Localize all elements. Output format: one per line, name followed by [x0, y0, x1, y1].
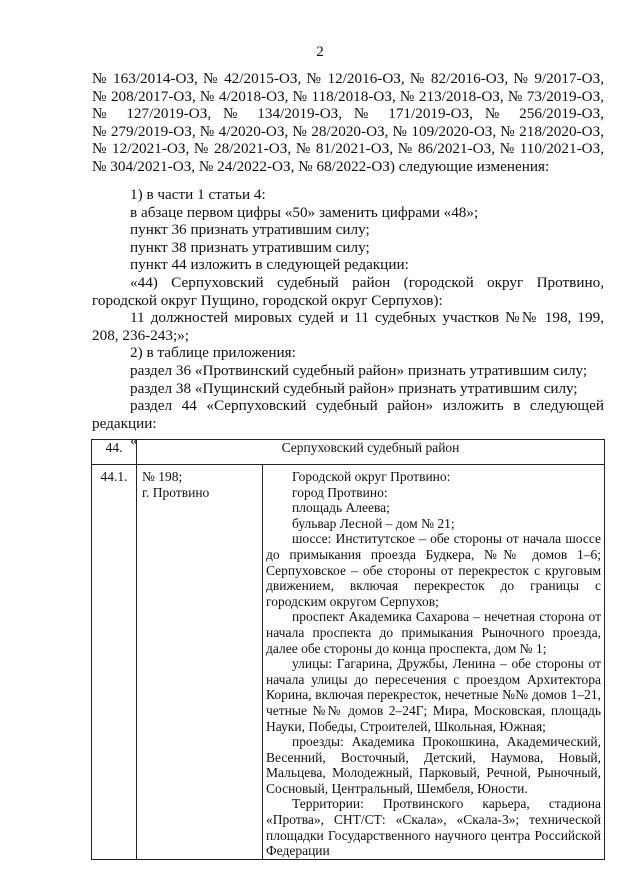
intro-line: № 163/2014-ОЗ, № 42/2015-ОЗ, № 12/2016-ОЗ, № 82/2016-ОЗ, № 9/2017-ОЗ,	[92, 70, 604, 87]
desc-paragraph: проезды: Академика Прокошкина, Академический, Весенний, Восточный, Детский, Наумова, Новый, Мальцева, Молодежный, Парковый, Речной, Рыночный, Сосновый, Центральный, Шембеля, Юности.	[266, 734, 601, 796]
amendment-quote-44-positions: 11 должностей мировых судей и 11 судебных участков №№ 198, 199, 208, 236-243;»;	[92, 309, 604, 344]
intro-line: № 208/2017-ОЗ, № 4/2018-ОЗ, № 118/2018-ОЗ, № 213/2018-ОЗ, № 73/2019-ОЗ,	[92, 87, 604, 105]
header-district-title: Серпуховский судебный район	[137, 440, 605, 465]
plot-city: г. Протвино	[142, 484, 210, 500]
amendment-item: пункт 36 признать утратившим силу;	[130, 221, 370, 239]
header-number: 44.	[92, 440, 137, 465]
intro-line: № 279/2019-ОЗ, № 4/2020-ОЗ, № 28/2020-ОЗ, № 109/2020-ОЗ, № 218/2020-ОЗ,	[92, 122, 604, 140]
desc-paragraph: проспект Академика Сахарова – нечетная сторона от начала проспекта до примыкания Рыночного проезда, далее обе стороны до конца проспекта, дом № 1;	[266, 609, 601, 656]
page-number: 2	[316, 44, 324, 60]
table-header-row	[92, 440, 605, 465]
desc-paragraph: шоссе: Институтское – обе стороны от начала шоссе до примыкания проезда Будкера, №№ домов 1–6; Серпуховское – обе стороны от перекресток с круговым движением, включая перекресток до границы с городским округом Серпухов;	[266, 531, 601, 609]
intro-line: № 127/2019-ОЗ, № 134/2019-ОЗ, № 171/2019-ОЗ, № 256/2019-ОЗ,	[92, 105, 604, 123]
row-plot	[137, 465, 263, 860]
amendment-item: раздел 36 «Протвинский судебный район» признать утратившим силу;	[130, 361, 588, 379]
amendment-item: пункт 44 изложить в следующей редакции:	[130, 256, 409, 274]
desc-paragraph: Территории: Протвинского карьера, стадиона «Протва», СНТ/СТ: «Скала», «Скала-3»; технической площадки Государственного научного центра Российской Федерации	[266, 796, 601, 859]
row-number: 44.1.	[92, 465, 137, 860]
intro-paragraph	[92, 70, 604, 176]
amendment-item: раздел 38 «Пущинский судебный район» признать утратившим силу;	[130, 379, 578, 397]
amendment-part-1: 1) в части 1 статьи 4:	[130, 186, 266, 203]
desc-line: площадь Алеева;	[292, 500, 390, 516]
desc-line: бульвар Лесной – дом № 21;	[292, 515, 455, 531]
row-territory-description	[263, 465, 605, 860]
intro-line: № 304/2021-ОЗ, № 24/2022-ОЗ, № 68/2022-ОЗ) следующие изменения:	[92, 157, 550, 175]
amendment-item: в абзаце первом цифры «50» заменить цифрами «48»;	[130, 203, 479, 221]
districts-table	[91, 439, 605, 860]
desc-line: город Протвино:	[292, 484, 388, 500]
table-row	[92, 465, 605, 860]
amendment-item: раздел 44 «Серпуховский судебный район» изложить в следующей редакции:	[92, 397, 604, 432]
desc-paragraph: улицы: Гагарина, Дружбы, Ленина – обе стороны от начала улицы до пересечения с проездом Архитектора Корина, включая перекресток, нечетные №№ домов 1–21, четные №№ домов 2–24Г; Мира, Московская, площадь Науки, Победы, Строителей, Школьная, Южная;	[266, 656, 601, 734]
amendment-item: пункт 38 признать утратившим силу;	[130, 238, 370, 256]
amendments-block	[92, 186, 604, 450]
amendment-quote-44: «44) Серпуховский судебный район (городской округ Протвино, городской округ Пущино, городской округ Серпухов):	[92, 273, 604, 309]
desc-line: Городской округ Протвино:	[292, 469, 451, 484]
opening-quote: «	[130, 432, 138, 450]
intro-line: № 12/2021-ОЗ, № 28/2021-ОЗ, № 81/2021-ОЗ, № 86/2021-ОЗ, № 110/2021-ОЗ,	[92, 140, 604, 158]
amendment-part-2: 2) в таблице приложения:	[130, 344, 296, 362]
plot-number: № 198;	[142, 469, 183, 484]
